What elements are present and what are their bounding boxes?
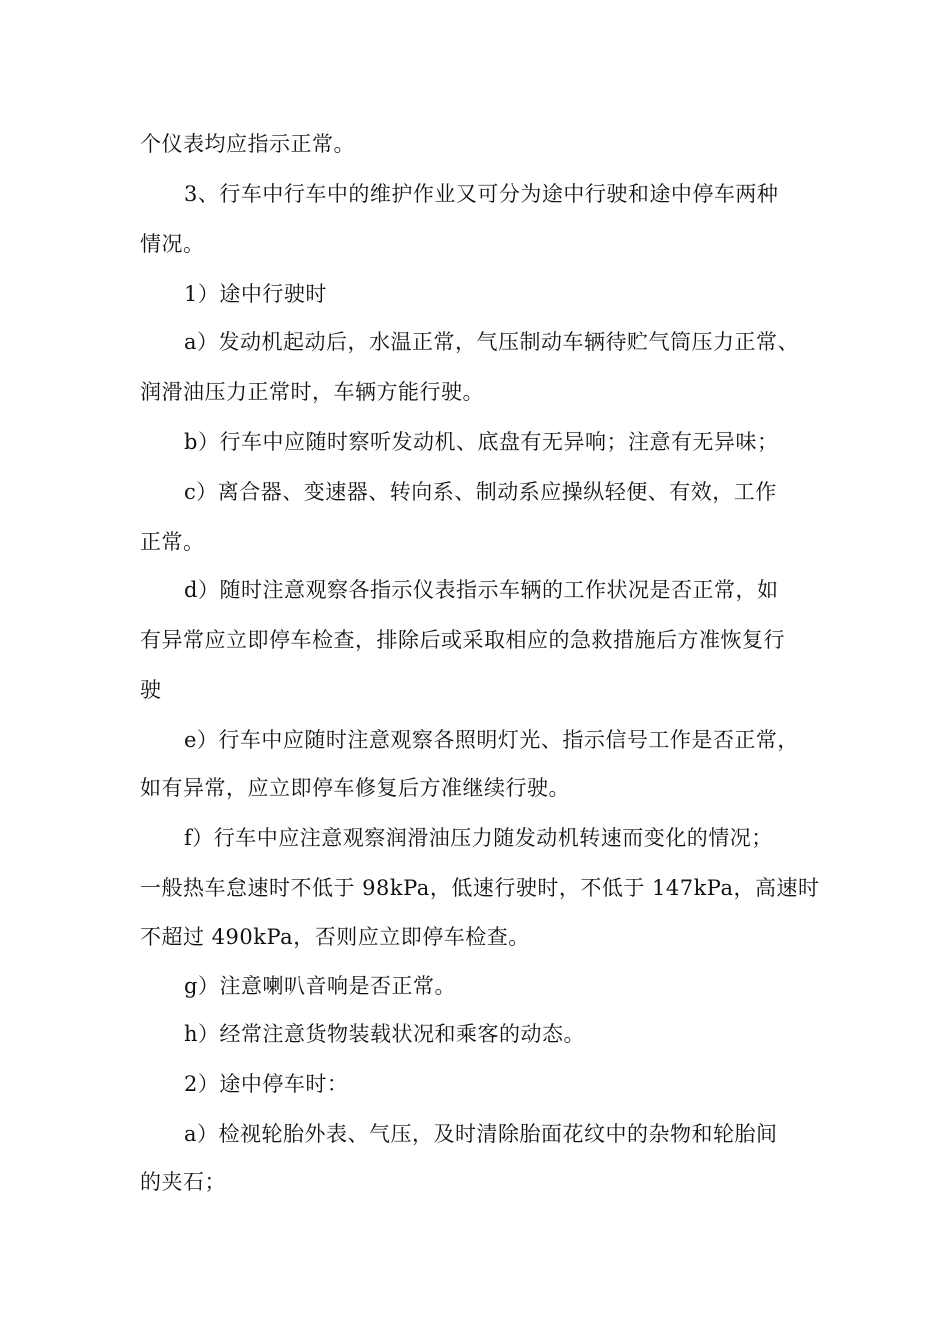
text-line: 3、行车中行车中的维护作业又可分为途中行驶和途中停车两种 (184, 182, 779, 206)
text-line: 正常。 (140, 530, 205, 554)
text-line: 的夹石； (140, 1170, 226, 1194)
text-line: 驶 (140, 678, 162, 702)
text-line: 1）途中行驶时 (184, 282, 327, 306)
text-line: a）检视轮胎外表、气压，及时清除胎面花纹中的杂物和轮胎间 (184, 1122, 778, 1146)
text-line: 不超过 490kPa，否则应立即停车检查。 (140, 925, 530, 949)
text-line: d）随时注意观察各指示仪表指示车辆的工作状况是否正常，如 (184, 578, 779, 602)
text-line: a）发动机起动后，水温正常，气压制动车辆待贮气筒压力正常、 (184, 330, 800, 354)
text-line: 情况。 (140, 232, 205, 256)
text-line: 个仪表均应指示正常。 (140, 132, 355, 156)
text-line: 如有异常，应立即停车修复后方准继续行驶。 (140, 776, 570, 800)
text-line: g）注意喇叭音响是否正常。 (184, 974, 456, 998)
text-line: 有异常应立即停车检查，排除后或采取相应的急救措施后方准恢复行 (140, 628, 785, 652)
text-line: e）行车中应随时注意观察各照明灯光、指示信号工作是否正常， (184, 728, 799, 752)
text-line: h）经常注意货物装载状况和乘客的动态。 (184, 1022, 586, 1046)
text-line: 一般热车怠速时不低于 98kPa，低速行驶时，不低于 147kPa，高速时 (140, 876, 820, 900)
text-line: c）离合器、变速器、转向系、制动系应操纵轻便、有效，工作 (184, 480, 777, 504)
text-line: f）行车中应注意观察润滑油压力随发动机转速而变化的情况； (184, 826, 773, 850)
text-line: b）行车中应随时察听发动机、底盘有无异响；注意有无异味； (184, 430, 779, 454)
text-line: 2）途中停车时： (184, 1072, 349, 1096)
text-line: 润滑油压力正常时，车辆方能行驶。 (140, 380, 484, 404)
